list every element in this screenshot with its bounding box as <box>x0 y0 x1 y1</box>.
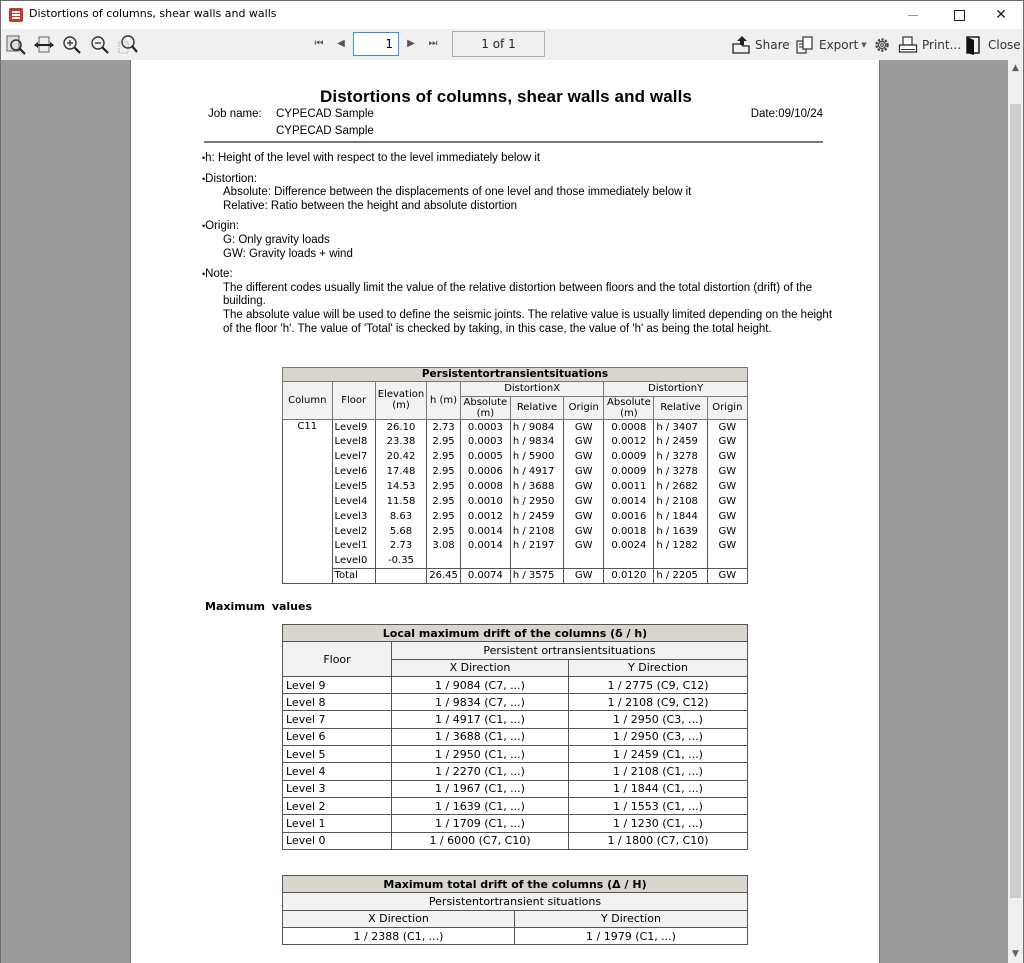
maximum-values-heading: Maximum values <box>205 600 313 613</box>
cell-ya: 0.0024 <box>604 539 654 554</box>
cell-h: 2.95 <box>427 479 461 494</box>
distortion-row <box>283 479 748 494</box>
job-name-value-2: CYPECAD Sample <box>276 125 374 137</box>
document-viewport <box>1 60 1008 963</box>
cell-h: 2.95 <box>427 434 461 449</box>
export-button[interactable] <box>795 35 867 55</box>
cell-floor: Level2 <box>332 524 375 539</box>
cell-xa <box>460 553 510 568</box>
fit-width-icon[interactable] <box>33 34 55 56</box>
total-cell-xo: GW <box>564 568 604 583</box>
local-drift-floor: Level 9 <box>283 676 392 693</box>
header-x-relative: Relative <box>510 396 563 419</box>
close-window-button[interactable]: ✕ <box>995 7 1007 23</box>
legend-notes <box>202 152 832 343</box>
cell-ya: 0.0016 <box>604 509 654 524</box>
local-drift-table <box>282 624 748 850</box>
total-drift-y-value: 1 / 1979 (C1, ...) <box>515 927 748 944</box>
cell-h: 2.95 <box>427 494 461 509</box>
title-bar <box>1 1 1023 29</box>
total-cell-ya: 0.0120 <box>604 568 654 583</box>
report-page <box>130 60 880 963</box>
local-drift-floor: Level 7 <box>283 711 392 728</box>
local-drift-row <box>283 815 748 832</box>
cell-xr: h / 9834 <box>510 434 563 449</box>
cell-elev: 5.68 <box>375 524 426 539</box>
cell-floor: Level7 <box>332 449 375 464</box>
local-drift-floor: Level 4 <box>283 763 392 780</box>
local-drift-x: 1 / 9084 (C7, ...) <box>392 676 569 693</box>
local-drift-x: 1 / 2950 (C1, ...) <box>392 746 569 763</box>
cell-xa: 0.0003 <box>460 434 510 449</box>
scroll-up-arrow-icon[interactable]: ▲ <box>1012 63 1019 73</box>
header-column: Column <box>283 382 333 420</box>
note-distortion-relative: Relative: Ratio between the height and absolute distortion <box>223 199 518 212</box>
local-drift-row <box>283 763 748 780</box>
cell-xa: 0.0005 <box>460 449 510 464</box>
cell-yr <box>654 553 707 568</box>
job-name-value: CYPECAD Sample <box>276 108 374 120</box>
cell-xr: h / 3688 <box>510 479 563 494</box>
header-y-relative: Relative <box>654 396 707 419</box>
local-drift-y: 1 / 2950 (C3, ...) <box>569 728 748 745</box>
cell-ya: 0.0009 <box>604 464 654 479</box>
cell-xo: GW <box>564 539 604 554</box>
cell-xr: h / 2197 <box>510 539 563 554</box>
cell-yr: h / 1639 <box>654 524 707 539</box>
local-drift-floor: Level 3 <box>283 780 392 797</box>
distortion-row <box>283 494 748 509</box>
cell-xo <box>564 553 604 568</box>
cell-xr: h / 2459 <box>510 509 563 524</box>
note-h: • h: Height of the level with respect to the level immediately below it <box>202 152 832 166</box>
fit-page-icon[interactable] <box>5 34 27 56</box>
cell-floor: Level0 <box>332 553 375 568</box>
cell-xa: 0.0010 <box>460 494 510 509</box>
cell-xr: h / 4917 <box>510 464 563 479</box>
total-cell-floor: Total <box>332 568 375 583</box>
cell-yr: h / 1282 <box>654 539 707 554</box>
distortion-table <box>282 367 748 584</box>
local-drift-x: 1 / 1639 (C1, ...) <box>392 797 569 814</box>
cell-elev: 14.53 <box>375 479 426 494</box>
header-distortion-x: DistortionX <box>460 382 604 397</box>
local-drift-caption: Local maximum drift of the columns (δ / h) <box>283 625 748 642</box>
header-divider <box>204 141 823 143</box>
cell-xo: GW <box>564 479 604 494</box>
cell-ya: 0.0008 <box>604 419 654 434</box>
cell-xa: 0.0003 <box>460 419 510 434</box>
next-page-button[interactable]: ▶ <box>407 38 415 49</box>
cell-xr: h / 9084 <box>510 419 563 434</box>
distortion-row <box>283 449 748 464</box>
local-drift-situation: Persistent ortransientsituations <box>392 642 748 659</box>
zoom-out-icon[interactable] <box>89 34 111 56</box>
local-drift-row <box>283 728 748 745</box>
cell-elev: 26.10 <box>375 419 426 434</box>
distortion-total-row <box>283 568 748 583</box>
local-drift-row <box>283 832 748 849</box>
local-drift-floor-header: Floor <box>283 642 392 677</box>
cell-ya: 0.0014 <box>604 494 654 509</box>
local-drift-floor: Level 2 <box>283 797 392 814</box>
column-name-cell: C11 <box>283 419 333 583</box>
local-drift-x: 1 / 2270 (C1, ...) <box>392 763 569 780</box>
cell-yr: h / 3278 <box>654 464 707 479</box>
local-drift-y: 1 / 1800 (C7, C10) <box>569 832 748 849</box>
total-cell-yr: h / 2205 <box>654 568 707 583</box>
header-y-origin: Origin <box>707 396 747 419</box>
cell-h: 2.73 <box>427 419 461 434</box>
cell-yo: GW <box>707 524 747 539</box>
header-distortion-y: DistortionY <box>604 382 748 397</box>
total-drift-x-value: 1 / 2388 (C1, ...) <box>283 927 515 944</box>
page-count-display: 1 of 1 <box>452 31 545 57</box>
note-origin-heading: • Origin: <box>202 220 832 234</box>
zoom-in-icon[interactable] <box>61 34 83 56</box>
scrollbar-thumb[interactable] <box>1010 104 1021 898</box>
local-drift-x: 1 / 3688 (C1, ...) <box>392 728 569 745</box>
print-button[interactable] <box>898 35 961 55</box>
total-cell-xa: 0.0074 <box>460 568 510 583</box>
local-drift-y: 1 / 2459 (C1, ...) <box>569 746 748 763</box>
page-number-input[interactable]: 1 <box>353 32 399 56</box>
share-button[interactable] <box>731 35 790 55</box>
previous-page-button[interactable]: ◀ <box>337 38 345 49</box>
cell-h: 2.95 <box>427 464 461 479</box>
cell-xo: GW <box>564 509 604 524</box>
cell-xr: h / 2950 <box>510 494 563 509</box>
header-h: h (m) <box>427 382 461 420</box>
cell-xo: GW <box>564 494 604 509</box>
cell-yo <box>707 553 747 568</box>
local-drift-row <box>283 711 748 728</box>
cell-xo: GW <box>564 434 604 449</box>
cell-elev: 17.48 <box>375 464 426 479</box>
distortion-row <box>283 419 748 434</box>
note-text-1: The different codes usually limit the value of the relative distortion between floors and the total distortion (drift) of the building. <box>223 281 813 308</box>
cell-xa: 0.0012 <box>460 509 510 524</box>
local-drift-x: 1 / 6000 (C7, C10) <box>392 832 569 849</box>
cell-xa: 0.0008 <box>460 479 510 494</box>
cell-ya: 0.0012 <box>604 434 654 449</box>
distortion-row <box>283 539 748 554</box>
cell-xr: h / 5900 <box>510 449 563 464</box>
cell-floor: Level4 <box>332 494 375 509</box>
settings-button[interactable] <box>872 35 896 55</box>
local-drift-y: 1 / 2108 (C1, ...) <box>569 763 748 780</box>
total-cell-h: 26.45 <box>427 568 461 583</box>
cell-yr: h / 3407 <box>654 419 707 434</box>
cell-yr: h / 2459 <box>654 434 707 449</box>
report-title: Distortions of columns, shear walls and walls <box>320 87 692 106</box>
share-label: Share <box>755 38 790 52</box>
local-drift-y: 1 / 1553 (C1, ...) <box>569 797 748 814</box>
print-label: Print... <box>922 38 962 52</box>
cell-floor: Level9 <box>332 419 375 434</box>
cell-yo: GW <box>707 509 747 524</box>
scroll-down-arrow-icon[interactable]: ▼ <box>1012 949 1019 959</box>
header-floor: Floor <box>332 382 375 420</box>
local-drift-x: 1 / 9834 (C7, ...) <box>392 694 569 711</box>
note-distortion-absolute: Absolute: Difference between the displacements of one level and those immediately below it <box>223 186 692 199</box>
gear-icon <box>872 35 892 55</box>
maximize-button[interactable] <box>937 1 981 29</box>
cell-yr: h / 2108 <box>654 494 707 509</box>
total-drift-y-header: Y Direction <box>515 910 748 927</box>
job-name-label: Job name: <box>208 108 262 120</box>
distortion-table-caption: Persistentortransientsituations <box>283 368 748 382</box>
cell-elev: -0.35 <box>375 553 426 568</box>
export-dropdown-arrow-icon: ▼ <box>861 41 867 49</box>
local-drift-y: 1 / 2950 (C3, ...) <box>569 711 748 728</box>
cell-yr: h / 1844 <box>654 509 707 524</box>
cell-xo: GW <box>564 524 604 539</box>
cell-ya: 0.0009 <box>604 449 654 464</box>
local-drift-x: 1 / 1967 (C1, ...) <box>392 780 569 797</box>
cell-elev: 2.73 <box>375 539 426 554</box>
cell-elev: 8.63 <box>375 509 426 524</box>
printer-icon <box>898 35 918 55</box>
local-drift-floor: Level 5 <box>283 746 392 763</box>
cell-ya <box>604 553 654 568</box>
cell-floor: Level5 <box>332 479 375 494</box>
local-drift-x-header: X Direction <box>392 659 569 676</box>
local-drift-floor: Level 6 <box>283 728 392 745</box>
cell-xr <box>510 553 563 568</box>
last-page-button[interactable]: ⏭ <box>428 38 438 49</box>
header-y-absolute: Absolute (m) <box>604 396 654 419</box>
total-drift-row <box>283 927 748 944</box>
exit-door-icon <box>964 35 984 55</box>
total-drift-table <box>282 875 748 945</box>
cell-h: 2.95 <box>427 524 461 539</box>
export-label: Export <box>819 38 859 52</box>
header-x-origin: Origin <box>564 396 604 419</box>
note-origin-gw: GW: Gravity loads + wind <box>223 247 353 260</box>
distortion-row <box>283 434 748 449</box>
cell-yo: GW <box>707 494 747 509</box>
cell-yr: h / 2682 <box>654 479 707 494</box>
header-elevation: Elevation (m) <box>375 382 426 420</box>
local-drift-y: 1 / 1844 (C1, ...) <box>569 780 748 797</box>
cell-h: 2.95 <box>427 449 461 464</box>
cell-ya: 0.0018 <box>604 524 654 539</box>
cell-floor: Level6 <box>332 464 375 479</box>
cell-h: 2.95 <box>427 509 461 524</box>
report-date: Date:09/10/24 <box>750 108 823 120</box>
total-cell-elev <box>375 568 426 583</box>
cell-floor: Level8 <box>332 434 375 449</box>
local-drift-y: 1 / 2775 (C9, C12) <box>569 676 748 693</box>
distortion-row <box>283 553 748 568</box>
window-title: Distortions of columns, shear walls and walls <box>29 7 277 20</box>
note-distortion-heading: • Distortion: <box>202 173 832 187</box>
minimize-button[interactable] <box>891 1 935 29</box>
distortion-row <box>283 509 748 524</box>
cell-xa: 0.0014 <box>460 539 510 554</box>
cell-h: 3.08 <box>427 539 461 554</box>
local-drift-row <box>283 797 748 814</box>
local-drift-y: 1 / 2108 (C9, C12) <box>569 694 748 711</box>
cell-xo: GW <box>564 464 604 479</box>
local-drift-y-header: Y Direction <box>569 659 748 676</box>
share-icon <box>731 35 751 55</box>
cell-yo: GW <box>707 464 747 479</box>
cell-ya: 0.0011 <box>604 479 654 494</box>
cell-floor: Level3 <box>332 509 375 524</box>
cell-floor: Level1 <box>332 539 375 554</box>
cell-elev: 11.58 <box>375 494 426 509</box>
first-page-button[interactable]: ⏮ <box>314 38 324 49</box>
total-cell-yo: GW <box>707 568 747 583</box>
local-drift-x: 1 / 1709 (C1, ...) <box>392 815 569 832</box>
cell-yo: GW <box>707 479 747 494</box>
header-x-absolute: Absolute (m) <box>460 396 510 419</box>
cell-yo: GW <box>707 419 747 434</box>
cell-yo: GW <box>707 539 747 554</box>
close-report-button[interactable] <box>964 35 1021 55</box>
total-drift-caption: Maximum total drift of the columns (Δ / H) <box>283 876 748 893</box>
note-heading: • Note: <box>202 268 832 282</box>
cell-h <box>427 553 461 568</box>
cell-xa: 0.0014 <box>460 524 510 539</box>
app-icon <box>9 8 23 22</box>
distortion-row <box>283 464 748 479</box>
local-drift-row <box>283 746 748 763</box>
cell-yr: h / 3278 <box>654 449 707 464</box>
cell-elev: 20.42 <box>375 449 426 464</box>
note-origin-g: G: Only gravity loads <box>223 233 330 246</box>
export-icon <box>795 35 815 55</box>
note-text-2: The absolute value will be used to define the seismic joints. The relative value is usually limited depending on the height of the floor 'h'. The value of 'Total' is checked by taking, in this case, the value of 'h' as being the total height. <box>223 308 833 335</box>
local-drift-floor: Level 0 <box>283 832 392 849</box>
cell-xa: 0.0006 <box>460 464 510 479</box>
distortion-row <box>283 524 748 539</box>
cell-xo: GW <box>564 449 604 464</box>
local-drift-x: 1 / 4917 (C1, ...) <box>392 711 569 728</box>
local-drift-floor: Level 8 <box>283 694 392 711</box>
local-drift-row <box>283 780 748 797</box>
cell-xo: GW <box>564 419 604 434</box>
total-cell-xr: h / 3575 <box>510 568 563 583</box>
cell-elev: 23.38 <box>375 434 426 449</box>
local-drift-row <box>283 694 748 711</box>
local-drift-row <box>283 676 748 693</box>
cell-yo: GW <box>707 434 747 449</box>
local-drift-floor: Level 1 <box>283 815 392 832</box>
local-drift-y: 1 / 1230 (C1, ...) <box>569 815 748 832</box>
total-drift-situation: Persistentortransient situations <box>283 893 748 910</box>
cell-yo: GW <box>707 449 747 464</box>
cell-xr: h / 2108 <box>510 524 563 539</box>
total-drift-x-header: X Direction <box>283 910 515 927</box>
vertical-scrollbar[interactable] <box>1008 60 1023 963</box>
close-label: Close <box>988 38 1021 52</box>
zoom-actual-size-icon[interactable] <box>117 34 139 56</box>
